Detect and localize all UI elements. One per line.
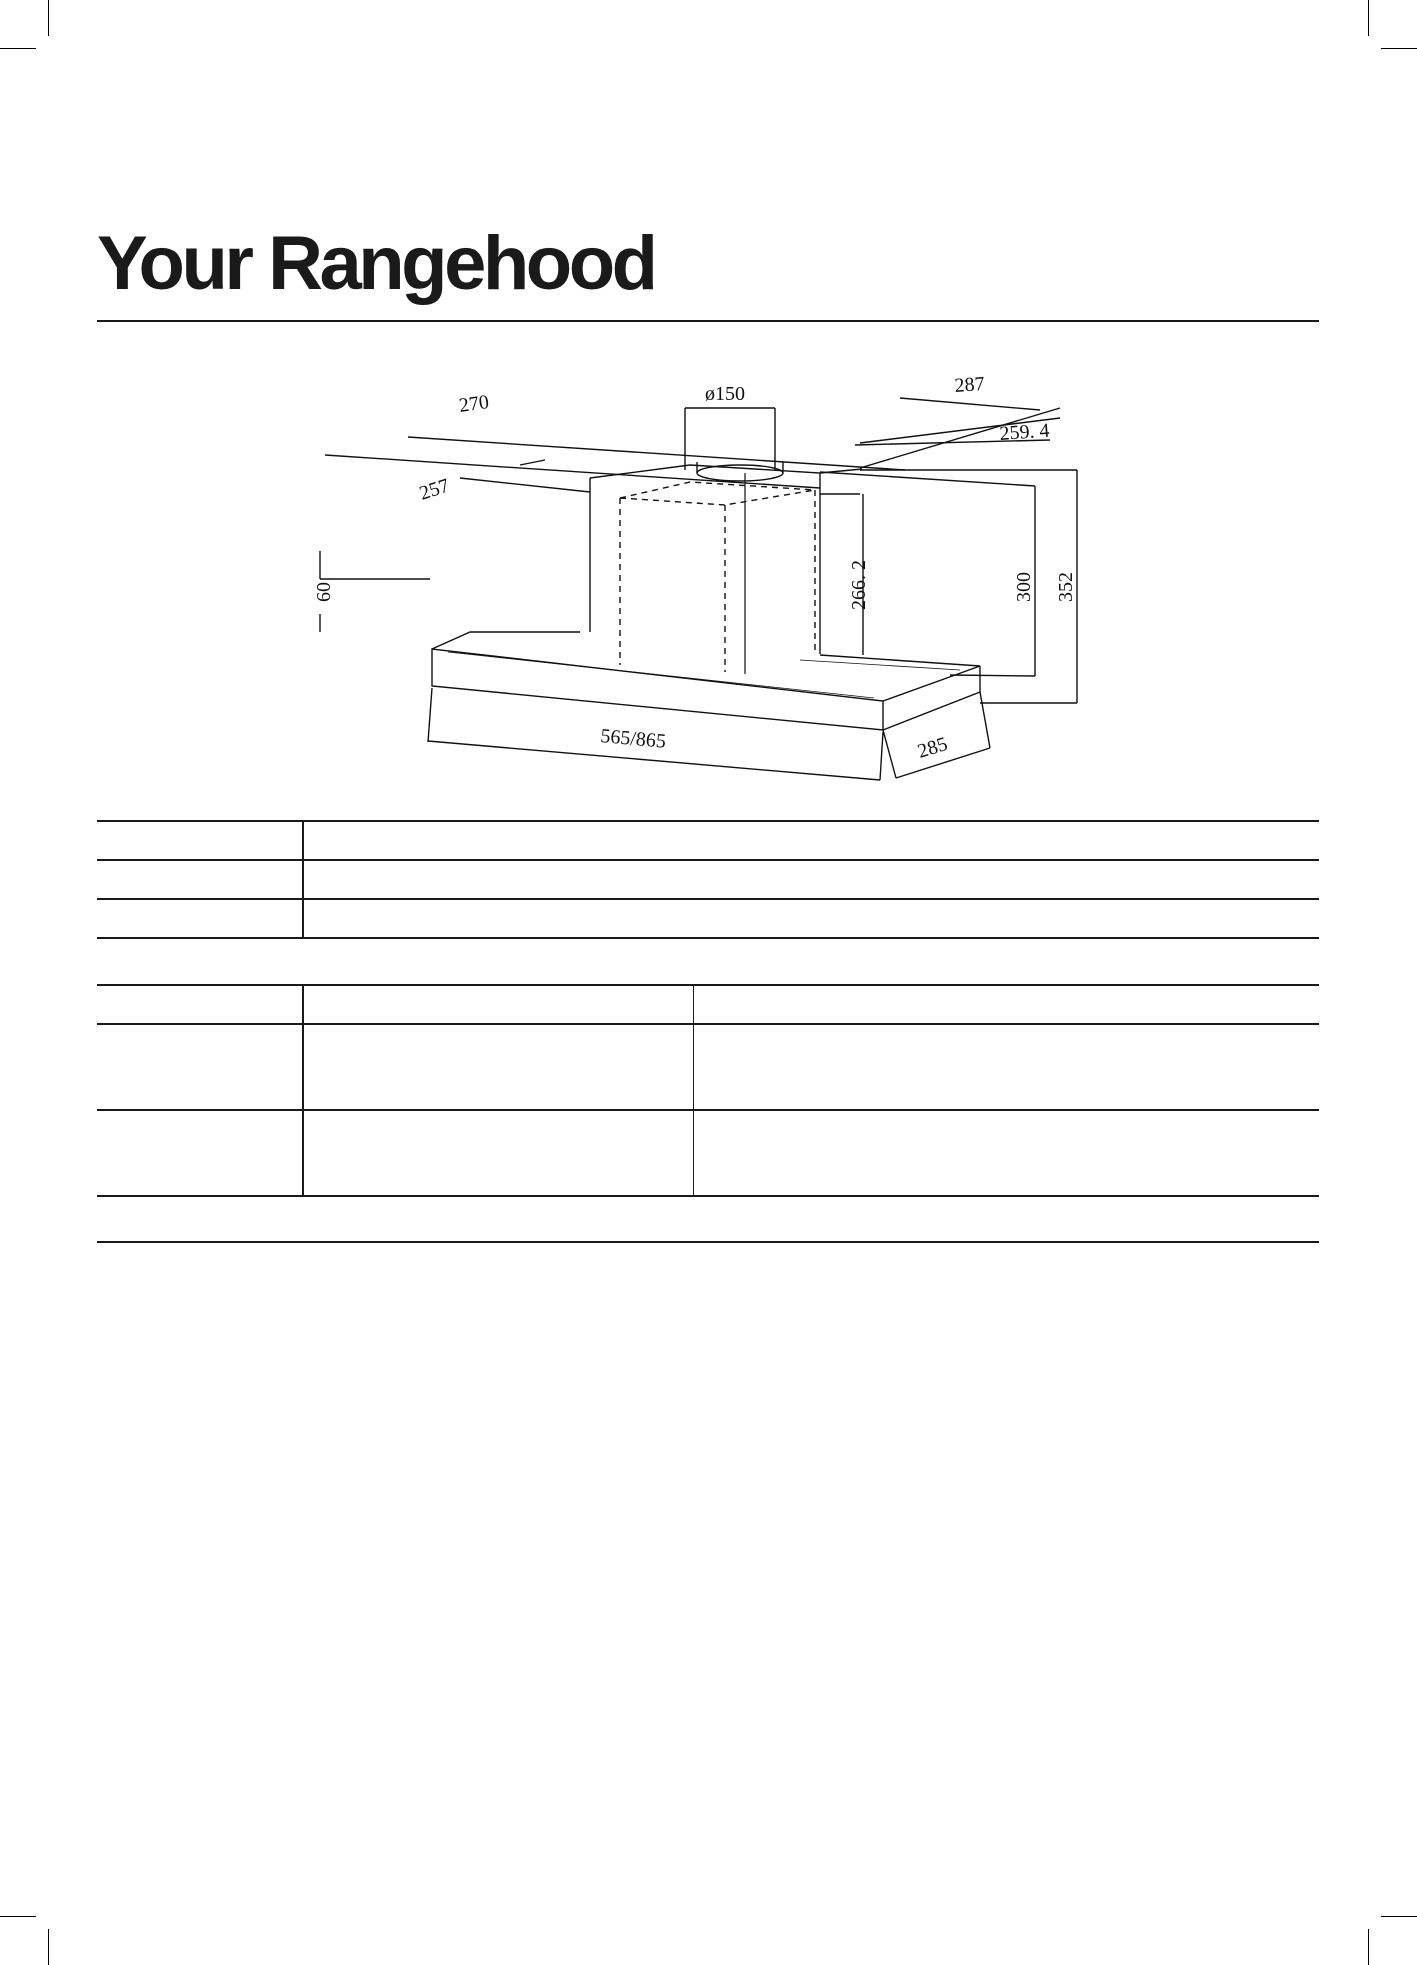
table-cell: [693, 985, 1319, 1024]
table-row: [97, 1024, 1319, 1110]
table-cell: [303, 821, 1319, 860]
table-cell: [97, 899, 303, 938]
table-cell: [303, 899, 1319, 938]
title-rule: [97, 320, 1319, 322]
table-cell: [303, 1110, 693, 1196]
table-cell: [97, 1024, 303, 1110]
table-cell: [693, 1024, 1319, 1110]
table-cell: [97, 860, 303, 899]
table-cell: [303, 985, 693, 1024]
dim-287: 287: [953, 372, 986, 397]
table-cell: [693, 1110, 1319, 1196]
dim-diameter-150: ø150: [705, 383, 745, 405]
table-cell: [303, 860, 1319, 899]
crop-mark: [0, 48, 36, 49]
crop-mark: [1368, 0, 1369, 36]
dim-259-4: 259. 4: [998, 419, 1051, 445]
spec-table-1: [97, 820, 1319, 939]
table-cell: [97, 821, 303, 860]
crop-mark: [48, 1929, 49, 1965]
dim-300: 300: [1013, 572, 1035, 602]
crop-mark: [1381, 48, 1417, 49]
spec-table-2: [97, 984, 1319, 1197]
table-row: [97, 899, 1319, 938]
dim-266-2: 266. 2: [848, 560, 870, 610]
dim-352: 352: [1055, 572, 1077, 602]
table-cell: [97, 1110, 303, 1196]
crop-mark: [48, 0, 49, 36]
crop-mark: [0, 1916, 36, 1917]
dim-565-865: 565/865: [599, 725, 667, 753]
dim-270: 270: [457, 390, 491, 417]
table-cell: [97, 985, 303, 1024]
table-row: [97, 821, 1319, 860]
rangehood-dimension-diagram: [300, 370, 1100, 795]
table-row: [97, 985, 1319, 1024]
dim-257: 257: [416, 474, 453, 505]
page-title: Your Rangehood: [97, 221, 655, 306]
bottom-rule: [97, 1241, 1319, 1243]
crop-mark: [1368, 1929, 1369, 1965]
table-row: [97, 860, 1319, 899]
table-row: [97, 1110, 1319, 1196]
table-cell: [303, 1024, 693, 1110]
dim-285: 285: [915, 732, 951, 763]
crop-mark: [1381, 1916, 1417, 1917]
dim-60: 60: [313, 582, 335, 602]
